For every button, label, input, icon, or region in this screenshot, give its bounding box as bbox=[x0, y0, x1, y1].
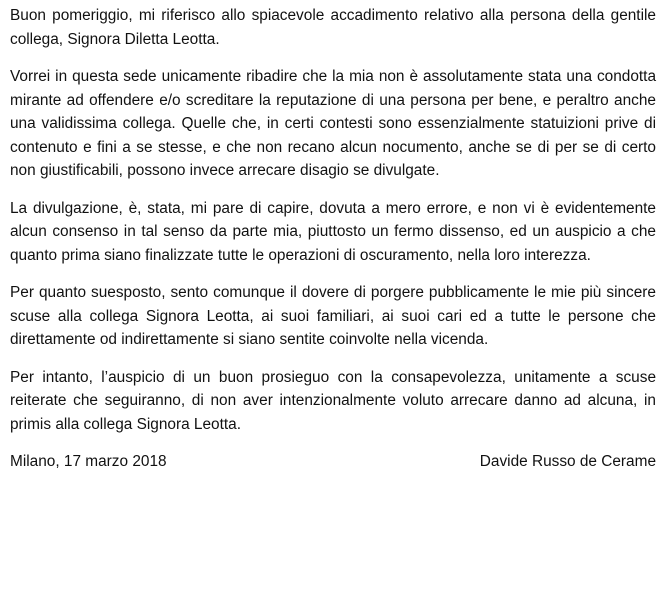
letter-footer bbox=[10, 450, 656, 474]
letter-document bbox=[10, 4, 656, 474]
paragraph-apology: Per quanto suesposto, sento comunque il dovere di porgere pubblicamente le mie più sincere scuse alla collega Signora Leotta, ai suoi familiari, ai suoi cari ed a tutte le persone che direttamente od indirettamente si siano sentite coinvolte nella vicenda. bbox=[10, 284, 656, 348]
signature: Davide Russo de Cerame bbox=[479, 453, 656, 470]
paragraph-closing: Per intanto, l’auspicio di un buon prosieguo con la consapevolezza, unitamente a scuse reiterate che seguiranno, di non aver intenzionalmente voluto arrecare danno ad alcuna, in primis alla collega Signora Leotta. bbox=[10, 368, 656, 433]
place-date: Milano, 17 marzo 2018 bbox=[10, 453, 167, 470]
paragraph-greeting: Buon pomeriggio, mi riferisco allo spiacevole accadimento relativo alla persona della gentile collega, Signora Diletta Leotta. bbox=[10, 7, 656, 48]
paragraph-disclosure: La divulgazione, è, stata, mi pare di capire, dovuta a mero errore, e non vi è evidentemente alcun consenso in tal senso da parte mia, piuttosto un fermo dissenso, ed un auspicio a che quanto prima siano finalizzate tutte le operazioni di oscuramento, nella loro interezza. bbox=[10, 199, 656, 264]
paragraph-clarification: Vorrei in questa sede unicamente ribadire che la mia non è assolutamente stata una condotta mirante ad offendere e/o screditare la reputazione di una persona per bene, e peraltro anche una validissima collega. Quelle che, in certi contesti sono essenzialmente statuizioni prive di contenuto e fini a se stesse, e che non recano alcun nocumento, anche se di per se di certo non giustificabili, possono invece arrecare disagio se divulgate. bbox=[10, 68, 656, 179]
